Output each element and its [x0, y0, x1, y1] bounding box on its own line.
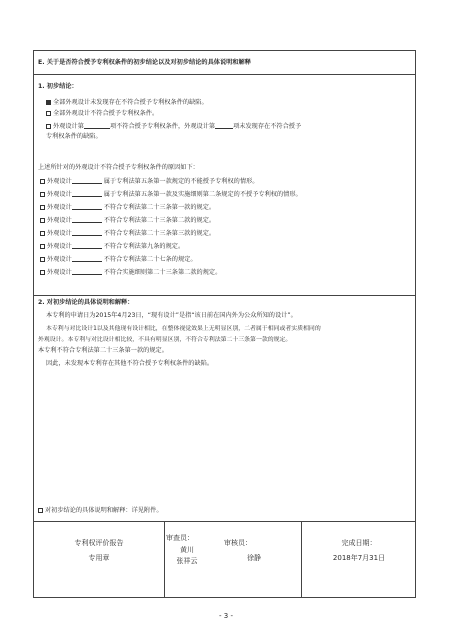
examiner-name-1: 黄川: [180, 546, 194, 554]
reason-item: 外观设计 不符合专利法第九条的规定。: [40, 243, 184, 251]
reason-item: 外观设计 不符合专利法第二十三条第二款的规定。: [40, 217, 215, 225]
blank-field: [72, 183, 102, 184]
reason-item: 外观设计 属于专利法第五条第一款规定的不能授予专利权的情形。: [40, 178, 258, 186]
examiner-label: 审查员：: [166, 534, 194, 542]
blank-field: [72, 222, 102, 223]
checkbox-icon[interactable]: [40, 179, 45, 184]
reviewer-label: 审核员：: [224, 539, 252, 547]
checkbox-icon[interactable]: [40, 231, 45, 236]
blank-field: [72, 261, 102, 262]
blank-field: [72, 196, 102, 197]
explanation-para-2a: 本专利与对比设计1以及其他现有设计相比，在整体视觉效果上无明显区别，二者属于相同或者实质相同的: [46, 326, 321, 332]
stamp-label-line1: 专利权评价报告: [74, 539, 124, 547]
conclusion-option-1: 全部外观设计未发现存在不符合授予专利权条件的缺陷。: [46, 99, 208, 107]
explanation-para-2c: 本专利不符合专利法第二十三条第一款的规定。: [38, 347, 168, 354]
reason-item: 外观设计 不符合实施细则第二十三条第二款的规定。: [40, 269, 221, 277]
checkbox-icon[interactable]: [40, 218, 45, 223]
explanation-para-2b: 外观设计。本专利与对比设计相比较，不具有明显区别，不符合专利法第二十三条第一款的规定。: [38, 337, 292, 343]
page-number: - 3 -: [219, 612, 233, 620]
reason-item: 外观设计 属于专利法第五条第一款及实施细则第二条规定的不授予专利权的情形。: [40, 191, 302, 199]
explanation-para-1: 本专利的申请日为2015年4月23日，“现有设计”是指“该日前在国内外为公众所知的设计”。: [46, 312, 297, 319]
stamp-label-line2: 专用章: [88, 554, 110, 562]
blank-field: [215, 128, 233, 129]
bottom-note: 对初步结论的具体说明和解释：详见附件。: [38, 507, 163, 515]
checkbox-icon[interactable]: [40, 244, 45, 249]
checkbox-icon[interactable]: [40, 270, 45, 275]
conclusion-option-3-cont: 专利权条件的缺陷。: [46, 133, 102, 140]
completion-date-value: 2018年7月31日: [332, 554, 386, 562]
blank-field: [72, 248, 102, 249]
reason-item: 外观设计 不符合专利法第二十三条第一款的规定。: [40, 204, 215, 212]
completion-date-label: 完成日期：: [341, 539, 377, 547]
blank-field: [72, 235, 102, 236]
checkbox-icon[interactable]: [38, 508, 43, 513]
explanation-title: 2. 对初步结论的具体说明和解释：: [38, 299, 134, 306]
blank-field: [72, 274, 102, 275]
divider: [34, 74, 415, 75]
conclusion-option-3: 外观设计第 项不符合授予专利权条件，外观设计第 项未发现存在不符合授予: [46, 123, 301, 131]
checkbox-checked-icon[interactable]: [46, 100, 51, 105]
divider: [34, 295, 415, 296]
report-frame: [33, 50, 416, 598]
checkbox-icon[interactable]: [40, 257, 45, 262]
blank-field: [72, 209, 102, 210]
reason-title: 上述所针对的外观设计不符合授予专利权条件的原因如下：: [38, 164, 199, 171]
checkbox-icon[interactable]: [40, 205, 45, 210]
section-e-title: E. 关于是否符合授予专利权条件的初步结论以及对初步结论的具体说明和解释: [38, 59, 251, 66]
examiner-name-2: 张祥云: [176, 557, 198, 565]
reason-item: 外观设计 不符合专利法第二十七条的规定。: [40, 256, 197, 264]
conclusion-option-2: 全部外观设计不符合授予专利权条件。: [46, 110, 158, 118]
checkbox-icon[interactable]: [46, 111, 51, 116]
reviewer-name: 徐静: [247, 554, 261, 562]
explanation-para-3: 因此，未发现本专利存在其他不符合授予专利权条件的缺陷。: [46, 360, 214, 367]
conclusion-label: 1. 初步结论：: [38, 83, 78, 90]
blank-field: [84, 128, 110, 129]
divider: [164, 521, 165, 597]
checkbox-icon[interactable]: [40, 192, 45, 197]
checkbox-icon[interactable]: [46, 124, 51, 129]
divider: [34, 521, 415, 522]
reason-item: 外观设计 不符合专利法第二十三条第三款的规定。: [40, 230, 215, 238]
